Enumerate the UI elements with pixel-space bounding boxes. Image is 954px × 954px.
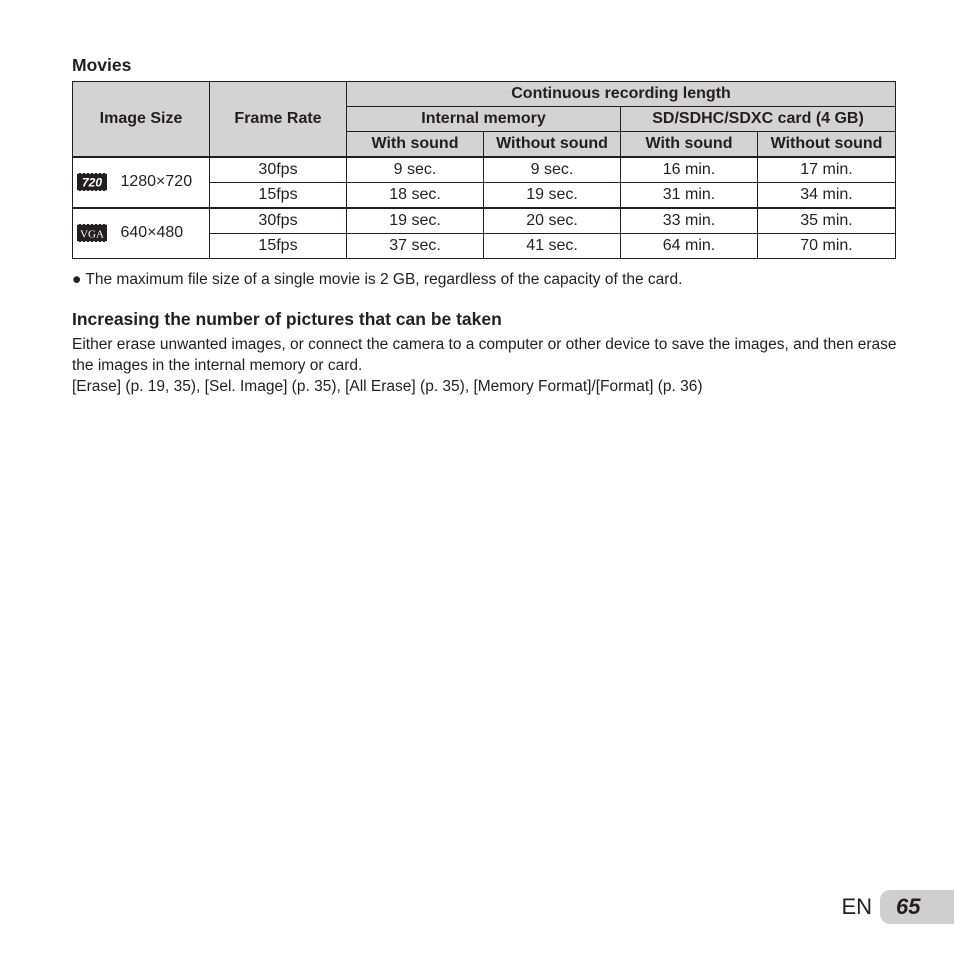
- value-cell: 35 min.: [758, 208, 896, 234]
- table-row: [73, 208, 896, 234]
- value-cell: 70 min.: [758, 234, 896, 259]
- instructions-paragraph: Either erase unwanted images, or connect the camera to a computer or other device to save the images, and then erase the images in the internal memory or card.: [72, 336, 897, 374]
- image-size-cell: [73, 208, 210, 259]
- frame-rate-cell: 15fps: [210, 234, 347, 259]
- table-row: [73, 157, 896, 183]
- file-size-note: ● The maximum file size of a single movie is 2 GB, regardless of the capacity of the card.: [72, 271, 683, 288]
- frame-rate-cell: 30fps: [210, 208, 347, 234]
- image-size-label: 1280×720: [120, 173, 193, 191]
- header-sd-card: SD/SDHC/SDXC card (4 GB): [621, 107, 896, 132]
- value-cell: 18 sec.: [347, 183, 484, 209]
- language-label: EN: [841, 894, 872, 919]
- value-cell: 64 min.: [621, 234, 758, 259]
- value-cell: 31 min.: [621, 183, 758, 209]
- value-cell: 19 sec.: [484, 183, 621, 209]
- value-cell: 9 sec.: [484, 157, 621, 183]
- page-footer: [841, 890, 954, 924]
- header-image-size: Image Size: [73, 82, 210, 158]
- value-cell: 41 sec.: [484, 234, 621, 259]
- value-cell: 34 min.: [758, 183, 896, 209]
- value-cell: 16 min.: [621, 157, 758, 183]
- page-number: 65: [880, 890, 954, 924]
- 720-icon-label: 720: [81, 175, 103, 190]
- vga-mode-icon: [77, 224, 107, 242]
- header-card-without-sound: Without sound: [758, 132, 896, 158]
- vga-icon-label: VGA: [80, 228, 104, 241]
- movie-recording-table: [72, 81, 896, 259]
- section-title: Movies: [72, 55, 132, 75]
- page-references: [Erase] (p. 19, 35), [Sel. Image] (p. 35), [All Erase] (p. 35), [Memory Format]/[Format] (p. 36): [72, 378, 703, 395]
- value-cell: 9 sec.: [347, 157, 484, 183]
- body-text: [72, 334, 902, 397]
- frame-rate-cell: 30fps: [210, 157, 347, 183]
- value-cell: 20 sec.: [484, 208, 621, 234]
- 720-mode-icon: [77, 173, 107, 191]
- header-card-with-sound: With sound: [621, 132, 758, 158]
- header-internal-memory: Internal memory: [347, 107, 621, 132]
- header-continuous-recording-length: Continuous recording length: [347, 82, 896, 107]
- image-size-cell: [73, 157, 210, 208]
- value-cell: 33 min.: [621, 208, 758, 234]
- value-cell: 17 min.: [758, 157, 896, 183]
- value-cell: 37 sec.: [347, 234, 484, 259]
- header-internal-without-sound: Without sound: [484, 132, 621, 158]
- header-internal-with-sound: With sound: [347, 132, 484, 158]
- frame-rate-cell: 15fps: [210, 183, 347, 209]
- image-size-label: 640×480: [120, 224, 184, 242]
- value-cell: 19 sec.: [347, 208, 484, 234]
- header-frame-rate: Frame Rate: [210, 82, 347, 158]
- increasing-pictures-heading: Increasing the number of pictures that can be taken: [72, 309, 502, 329]
